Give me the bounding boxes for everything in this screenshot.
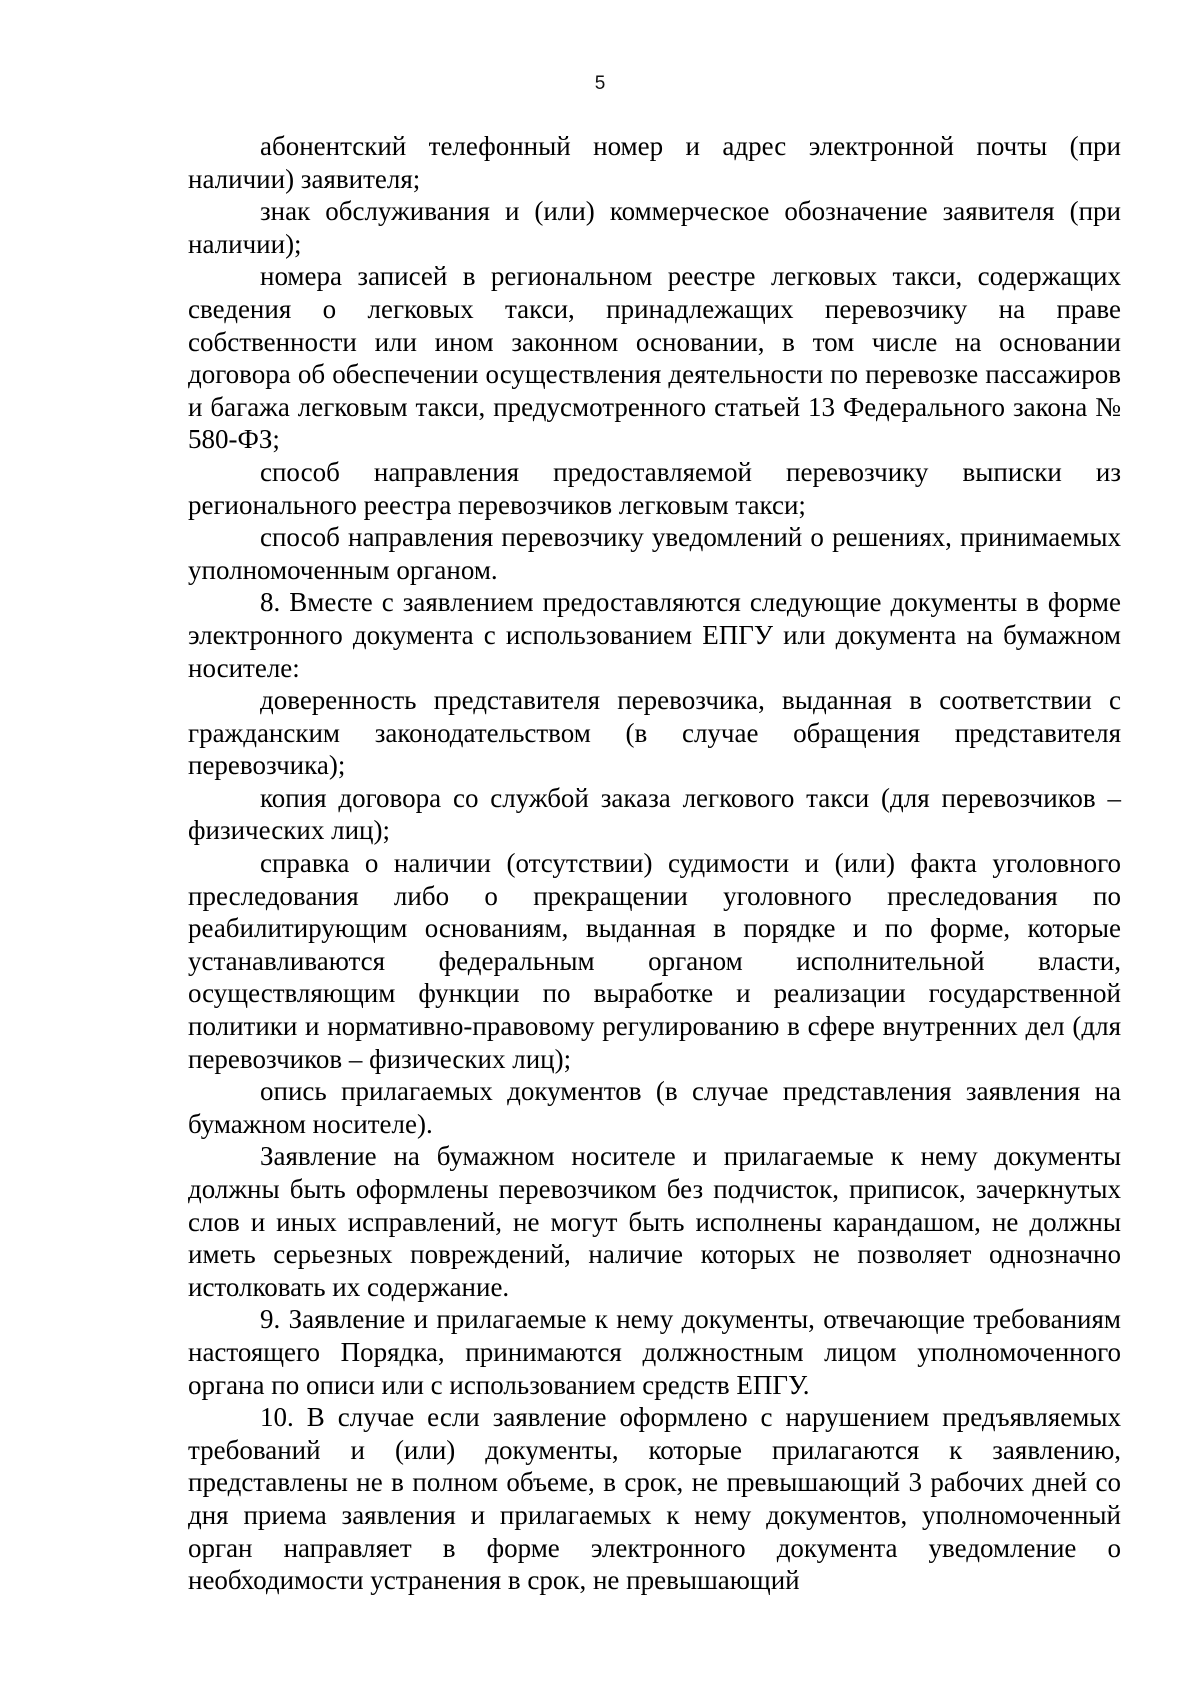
paragraph-item-8: 8. Вместе с заявлением предоставляются следующие документы в форме электронного документа с использованием ЕПГУ или документа на бумажном носителе: xyxy=(188,587,1121,683)
paragraph-inventory: опись прилагаемых документов (в случае представления заявления на бумажном носителе). xyxy=(188,1076,1121,1139)
paragraph-item-9: 9. Заявление и прилагаемые к нему документы, отвечающие требованиям настоящего Порядка, принимаются должностным лицом уполномоченного органа по описи или с использованием средств ЕПГУ. xyxy=(188,1304,1121,1400)
paragraph-notification-method: способ направления перевозчику уведомлений о решениях, принимаемых уполномоченным органом. xyxy=(188,522,1121,585)
paragraph-paper-requirements: Заявление на бумажном носителе и прилагаемые к нему документы должны быть оформлены перевозчиком без подчисток, приписок, зачеркнутых слов и иных исправлений, не могут быть исполнены карандашом, не должны иметь серьезных повреждений, наличие которых не позволяет однозначно истолковать их содержание. xyxy=(188,1141,1121,1302)
paragraph-item-10: 10. В случае если заявление оформлено с нарушением предъявляемых требований и (или) документы, которые прилагаются к заявлению, представлены не в полном объеме, в срок, не превышающий 3 рабочих дней со дня приема заявления и прилагаемых к нему документов, уполномоченный орган направляет в форме электронного документа уведомление о необходимости устранения в срок, не превышающий xyxy=(188,1402,1121,1596)
paragraph-contract-copy: копия договора со службой заказа легкового такси (для перевозчиков – физических лиц); xyxy=(188,782,1121,846)
paragraph-registry-records: номера записей в региональном реестре легковых такси, содержащих сведения о легковых такси, принадлежащих перевозчику на праве собственности или ином законном основании, в том числе на основании договора об обеспечении осуществления деятельности по перевозке пассажиров и багажа легковым такси, предусмотренного статьей 13 Федерального закона № 580-ФЗ; xyxy=(188,261,1121,455)
paragraph-contact: абонентский телефонный номер и адрес электронной почты (при наличии) заявителя; xyxy=(188,131,1121,194)
document-body xyxy=(188,130,1121,1597)
paragraph-power-of-attorney: доверенность представителя перевозчика, выданная в соответствии с гражданским законодательством (в случае обращения представителя перевозчика); xyxy=(188,685,1121,781)
page-number: 5 xyxy=(594,73,606,94)
paragraph-criminal-record: справка о наличии (отсутствии) судимости и (или) факта уголовного преследования либо о прекращении уголовного преследования по реабилитирующим основаниям, выданная в порядке и по форме, которые устанавливаются федеральным органом исполнительной власти, осуществляющим функции по выработке и реализации государственной политики и нормативно-правовому регулированию в сфере внутренних дел (для перевозчиков – физических лиц); xyxy=(188,848,1121,1074)
paragraph-service-mark: знак обслуживания и (или) коммерческое обозначение заявителя (при наличии); xyxy=(188,196,1121,259)
paragraph-extract-method: способ направления предоставляемой перевозчику выписки из регионального реестра перевозчиков легковым такси; xyxy=(188,456,1121,520)
